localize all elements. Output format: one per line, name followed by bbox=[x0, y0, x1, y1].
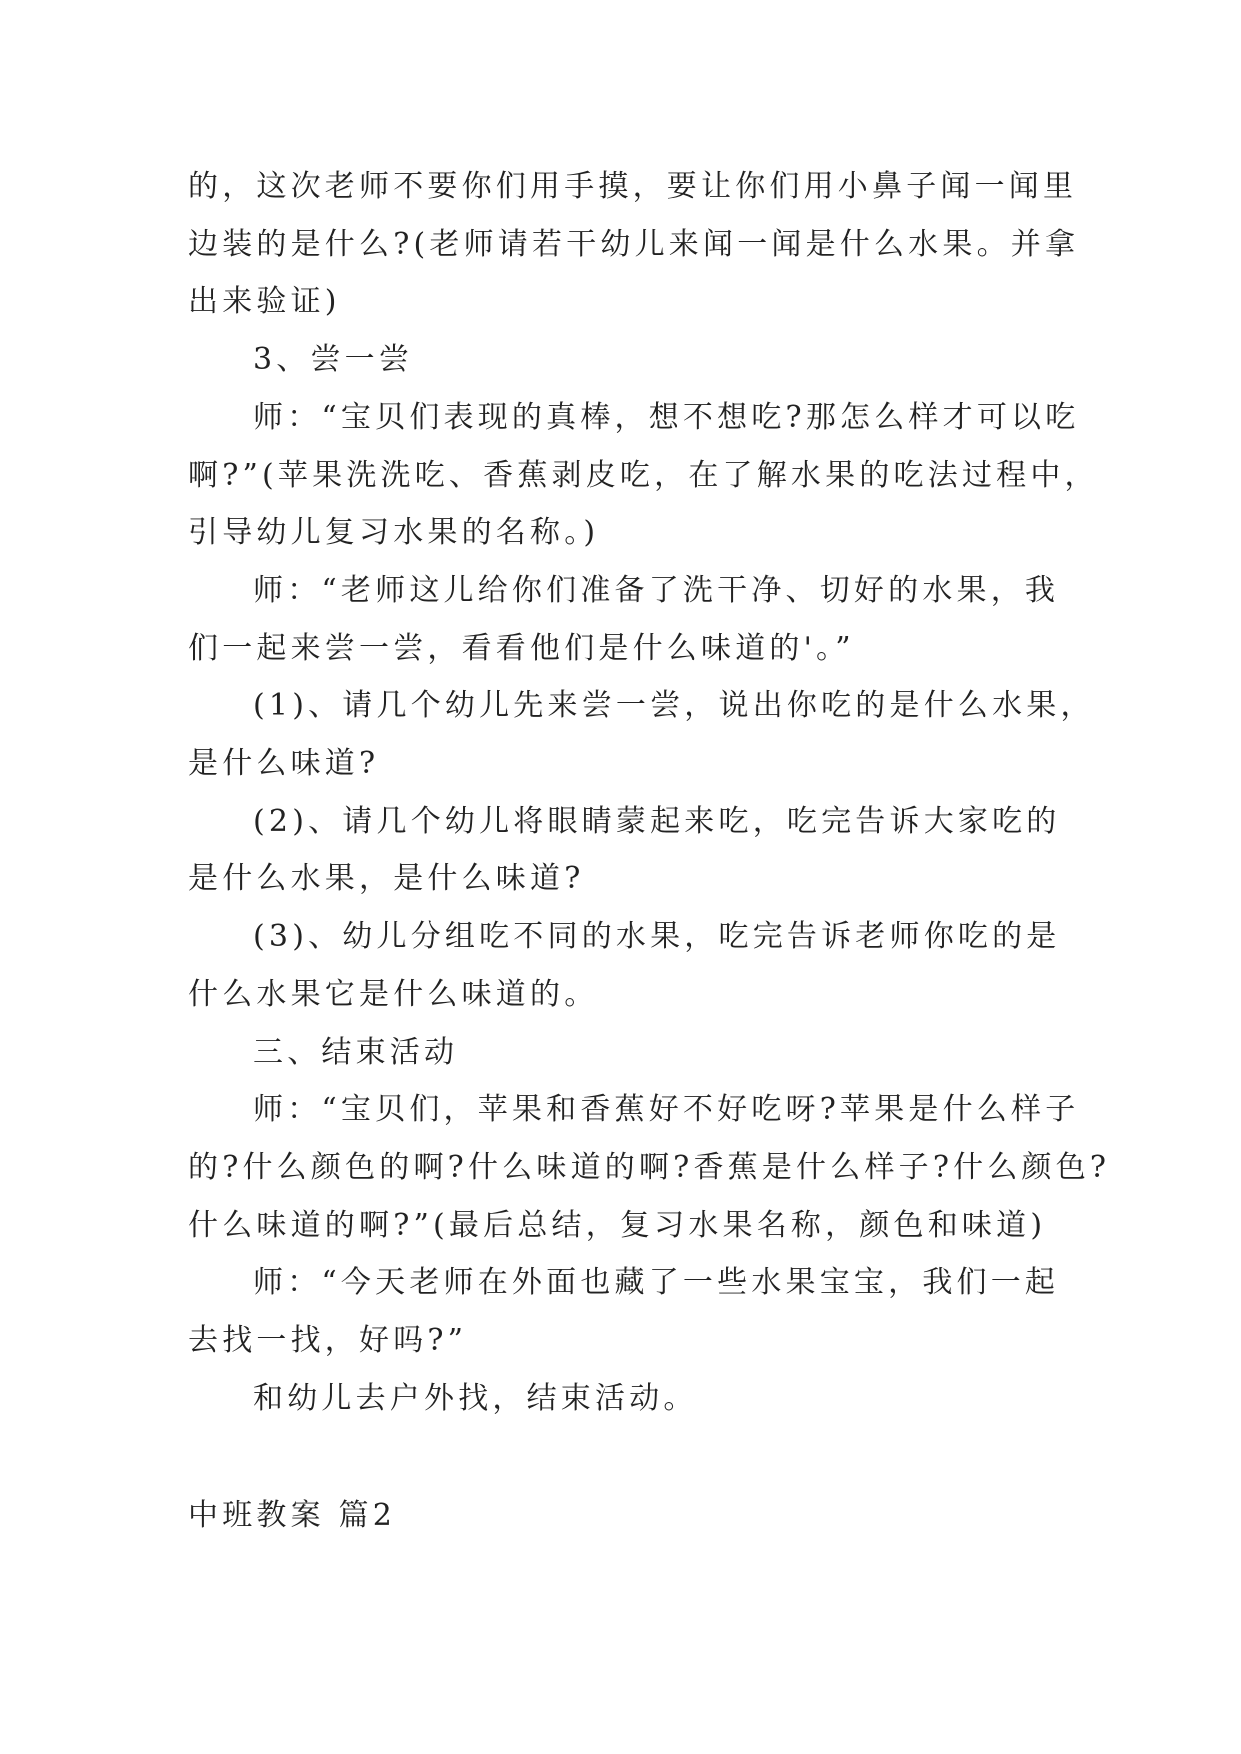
text-line: 师：“老师这儿给你们准备了洗干净、切好的水果，我 bbox=[253, 572, 1060, 608]
text-line: 师：“宝贝们，苹果和香蕉好不好吃呀?苹果是什么样子 bbox=[253, 1092, 1080, 1128]
text-line: 师：“今天老师在外面也藏了一些水果宝宝，我们一起 bbox=[253, 1265, 1060, 1301]
subsection-heading: 三、结束活动 bbox=[253, 1034, 459, 1070]
text-line: 们一起来尝一尝，看看他们是什么味道的'。” bbox=[188, 630, 855, 666]
text-line: (1)、请几个幼儿先来尝一尝，说出你吃的是什么水果， bbox=[253, 688, 1095, 724]
text-line: 的?什么颜色的啊?什么味道的啊?香蕉是什么样子?什么颜色? bbox=[188, 1149, 1111, 1185]
text-line: 去找一找，好吗?” bbox=[188, 1323, 468, 1359]
text-line: 什么味道的啊?”(最后总结，复习水果名称，颜色和味道) bbox=[188, 1207, 1047, 1243]
text-line: 和幼儿去户外找，结束活动。 bbox=[253, 1380, 698, 1416]
text-line: (3)、幼儿分组吃不同的水果，吃完告诉老师你吃的是 bbox=[253, 919, 1061, 955]
text-line: 边装的是什么?(老师请若干幼儿来闻一闻是什么水果。并拿 bbox=[188, 226, 1080, 262]
text-line: 是什么味道? bbox=[188, 746, 380, 782]
section-heading: 中班教案 篇2 bbox=[188, 1498, 397, 1534]
text-line: 引导幼儿复习水果的名称。) bbox=[188, 515, 600, 551]
text-line: 什么水果它是什么味道的。 bbox=[188, 976, 599, 1012]
text-line: 啊?”(苹果洗洗吃、香蕉剥皮吃，在了解水果的吃法过程中， bbox=[188, 457, 1099, 493]
text-line: 师：“宝贝们表现的真棒，想不想吃?那怎么样才可以吃 bbox=[253, 399, 1080, 435]
document-body bbox=[188, 158, 1111, 1545]
subsection-heading: 3、尝一尝 bbox=[253, 342, 414, 378]
text-line: 的，这次老师不要你们用手摸，要让你们用小鼻子闻一闻里 bbox=[188, 169, 1078, 204]
text-line: (2)、请几个幼儿将眼睛蒙起来吃，吃完告诉大家吃的 bbox=[253, 803, 1061, 839]
text-line: 是什么水果，是什么味道? bbox=[188, 861, 585, 897]
text-line: 出来验证) bbox=[188, 284, 341, 320]
section-gap bbox=[188, 1427, 1068, 1487]
